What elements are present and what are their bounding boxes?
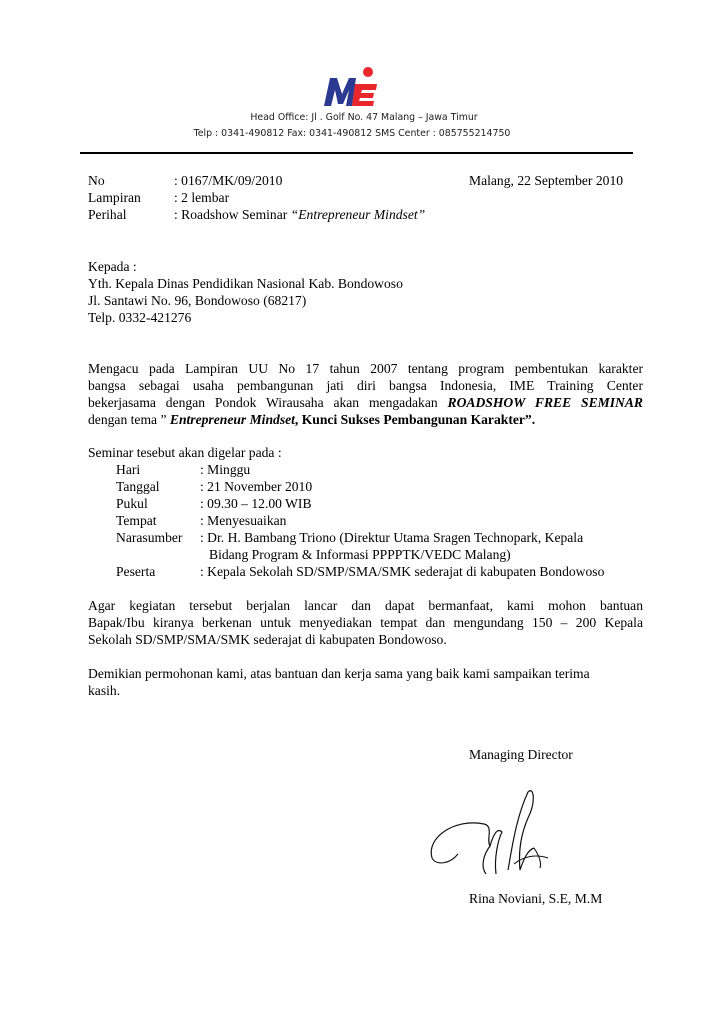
lampiran-value: : 2 lembar [174, 190, 230, 205]
letter-date: Malang, 22 September 2010 [469, 173, 624, 188]
paragraph-line: Sekolah SD/SMP/SMA/SMK sederajat di kabupaten Bondowoso. [88, 632, 447, 647]
handwritten-signature [424, 788, 564, 886]
no-label: No [88, 173, 105, 188]
header-divider [80, 152, 633, 154]
schedule-intro: Seminar tesebut akan digelar pada : [88, 445, 282, 460]
office-address: Head Office: Jl . Golf No. 47 Malang – Jawa Timur [250, 112, 478, 123]
schedule-key: Hari [116, 462, 141, 477]
ime-logo [322, 66, 380, 108]
recipient-line: Telp. 0332-421276 [88, 310, 192, 325]
schedule-value: : Dr. H. Bambang Triono (Direktur Utama Sragen Technopark, Kepala [200, 530, 584, 545]
paragraph-line: kasih. [88, 683, 121, 698]
recipient-line: Jl. Santawi No. 96, Bondowoso (68217) [88, 293, 307, 308]
logo-text: IME [351, 107, 353, 108]
theme-italic: Entrepreneur Mindset [169, 412, 295, 427]
schedule-value: : Menyesuaikan [200, 513, 287, 528]
schedule-value: : Minggu [200, 462, 251, 477]
schedule-value: : Kepala Sekolah SD/SMP/SMA/SMK sederajat di kabupaten Bondowoso [200, 564, 605, 579]
paragraph-line: Agar kegiatan tersebut berjalan lancar dan dapat bermanfaat, kami mohon bantuan [88, 598, 643, 613]
theme-rest: , Kunci Sukses Pembangunan Karakter”. [294, 412, 536, 427]
signatory-name: Rina Noviani, S.E, M.M [469, 891, 603, 906]
signatory-title: Managing Director [469, 747, 573, 762]
paragraph-line: Mengacu pada Lampiran UU No 17 tahun 2007 tentang program pembentukan karakter [88, 361, 643, 376]
no-value: : 0167/MK/09/2010 [174, 173, 283, 188]
lampiran-label: Lampiran [88, 190, 141, 205]
paragraph-line [88, 412, 535, 428]
perihal-title: “Entrepreneur Mindset” [290, 207, 426, 222]
p1-text: dengan tema ” [88, 412, 170, 427]
p1-text: bekerjasama dengan Pondok Wirausaha akan mengadakan [88, 395, 448, 410]
schedule-value: : 21 November 2010 [200, 479, 313, 494]
seminar-name: ROADSHOW FREE SEMINAR [447, 395, 643, 410]
schedule-key: Peserta [116, 564, 156, 579]
perihal-prefix: : Roadshow Seminar [174, 207, 291, 222]
paragraph-line: Bapak/Ibu kiranya berkenan untuk menyediakan tempat dan mengundang 150 – 200 Kepala [88, 615, 643, 630]
paragraph-line [88, 395, 643, 411]
schedule-key: Pukul [116, 496, 148, 511]
schedule-key: Tempat [116, 513, 157, 528]
perihal-label: Perihal [88, 207, 127, 222]
office-contacts: Telp : 0341-490812 Fax: 0341-490812 SMS Center : 085755214750 [193, 128, 511, 139]
paragraph-line: Demikian permohonan kami, atas bantuan dan kerja sama yang baik kami sampaikan terima [88, 666, 590, 681]
schedule-key: Narasumber [116, 530, 183, 545]
paragraph-line: bangsa sebagai usaha pembangunan jati diri bangsa Indonesia, IME Training Center [88, 378, 643, 393]
recipient-line: Kepada : [88, 259, 137, 274]
schedule-value-cont: Bidang Program & Informasi PPPPTK/VEDC Malang) [209, 547, 511, 562]
schedule-value: : 09.30 – 12.00 WIB [200, 496, 312, 511]
schedule-key: Tanggal [116, 479, 160, 494]
perihal-value [174, 207, 425, 223]
recipient-line: Yth. Kepala Dinas Pendidikan Nasional Kab. Bondowoso [88, 276, 403, 291]
